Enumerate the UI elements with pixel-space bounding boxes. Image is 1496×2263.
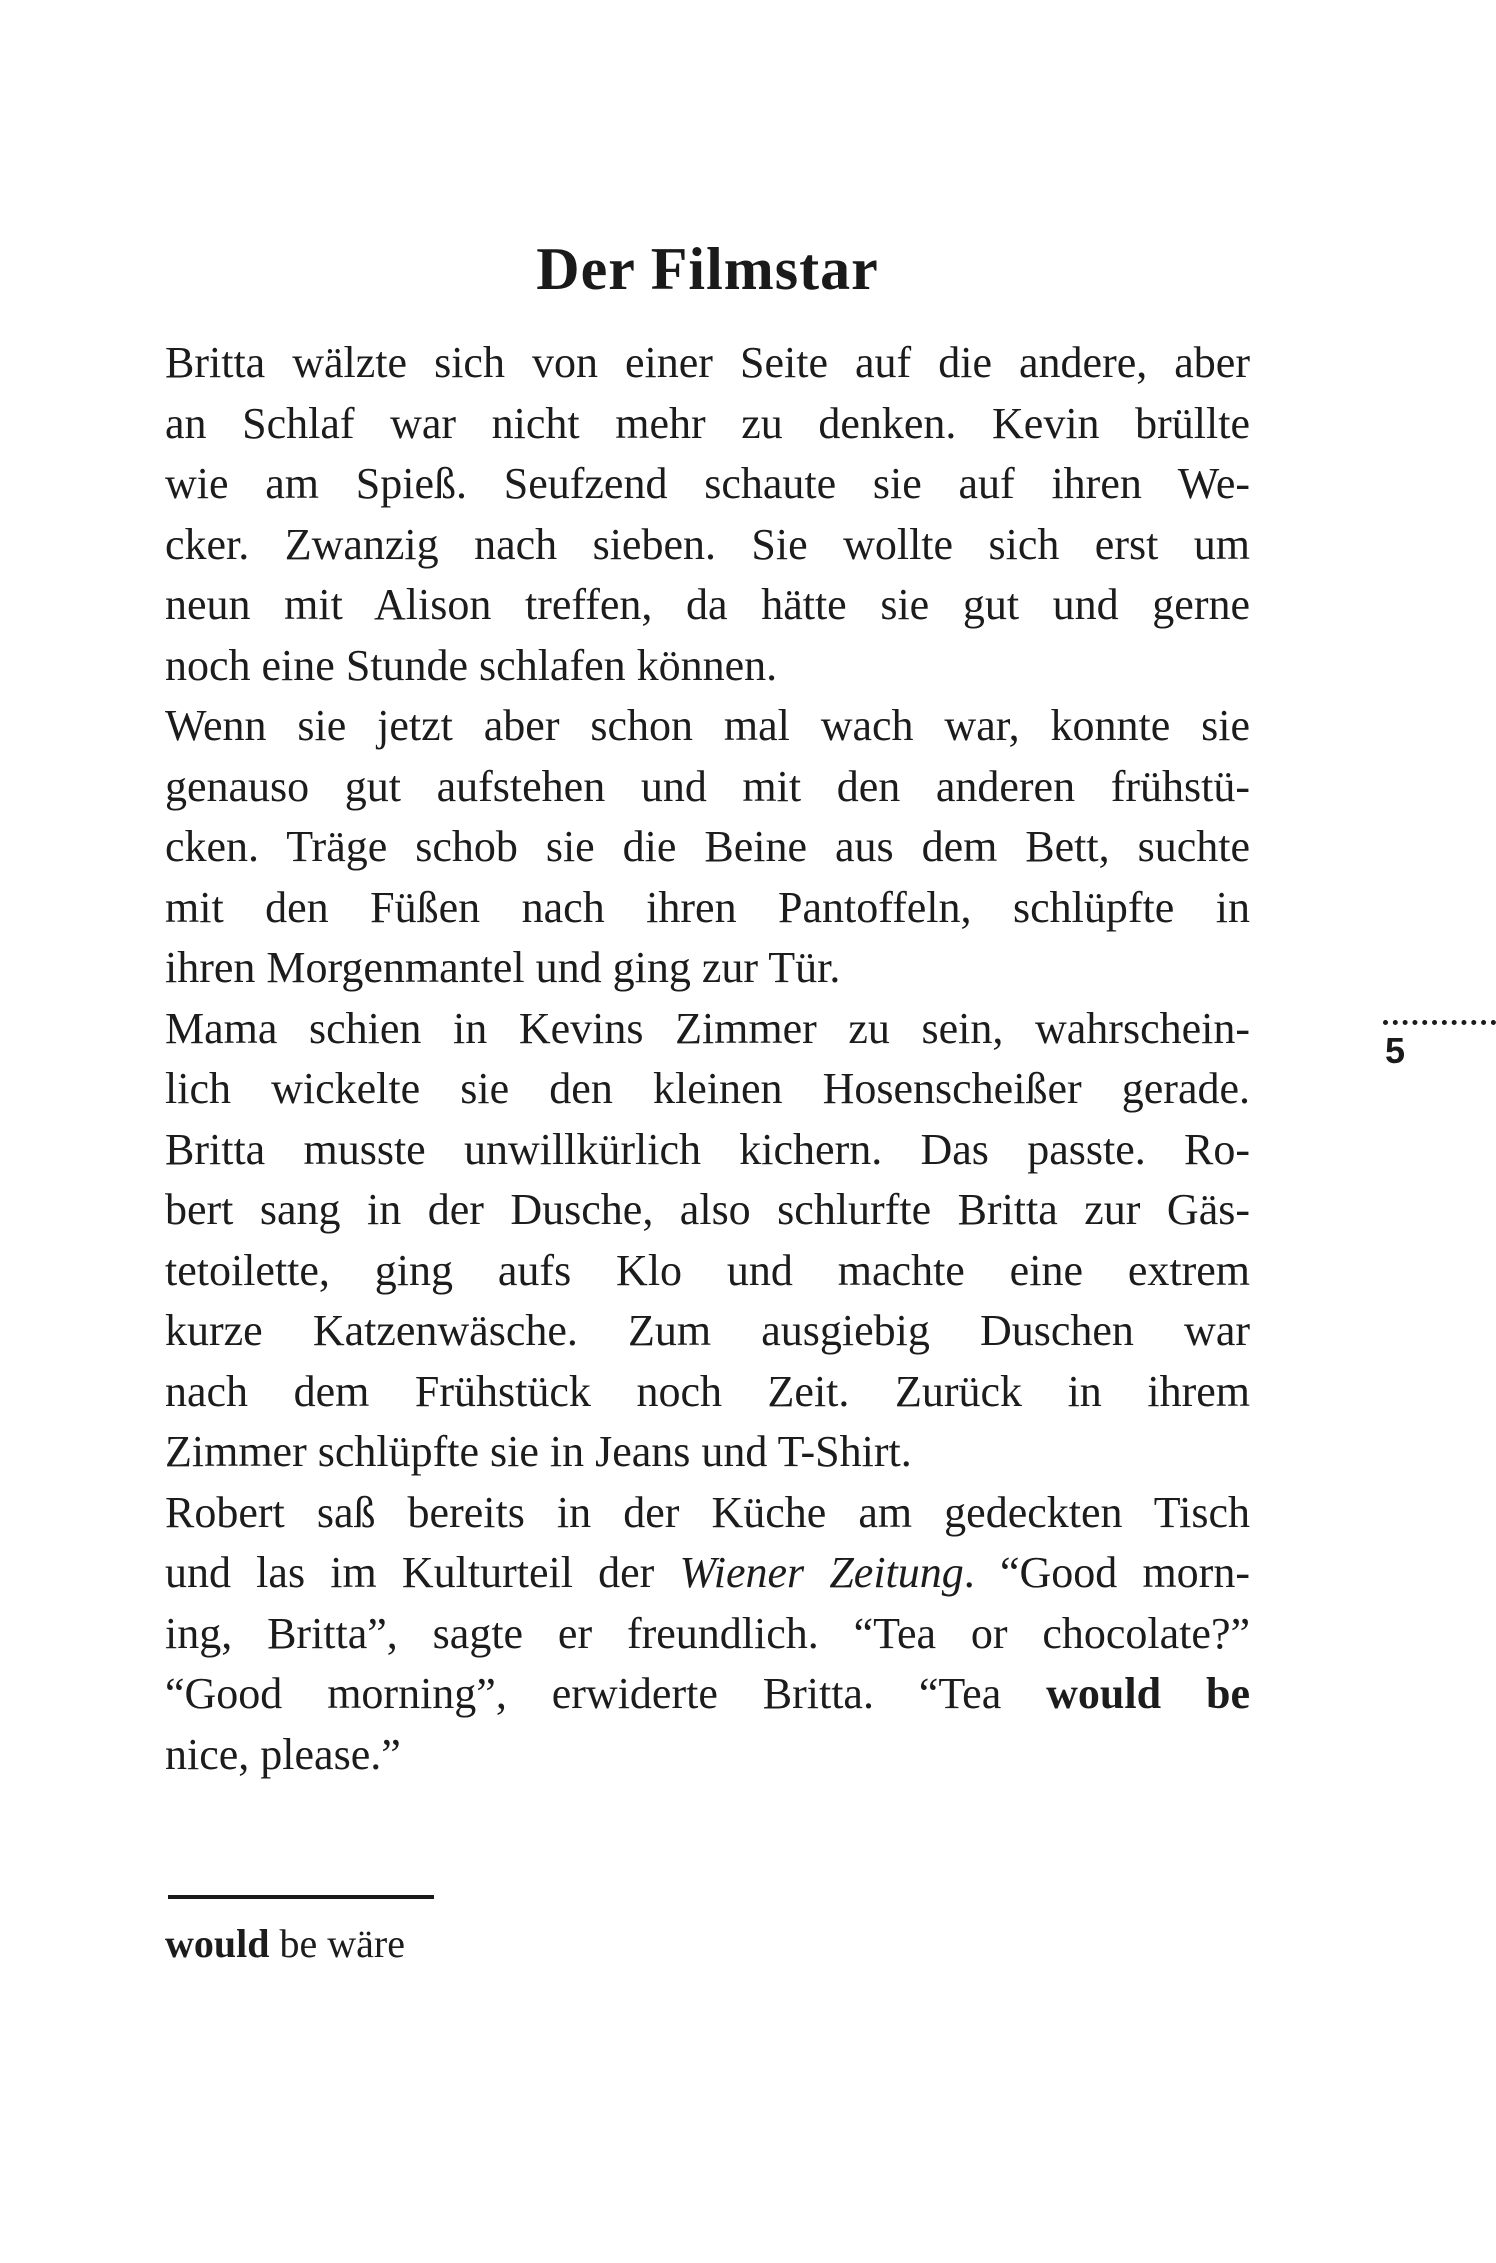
text-run: . “Good morn- (963, 1548, 1250, 1597)
footnote-rule (168, 1895, 434, 1899)
text-line: nice, please.” (165, 1729, 401, 1779)
text-line: Wenn sie jetzt aber schon mal wach war, konnte sie (165, 701, 1250, 750)
page-number-block (1383, 1020, 1496, 1069)
text-run: und las im Kulturteil der (165, 1548, 680, 1597)
text-line: an Schlaf war nicht mehr zu denken. Kevin brüllte (165, 398, 1250, 448)
footnote-term: would (165, 1921, 270, 1966)
bold-vocab-word: would be (1046, 1669, 1250, 1718)
text-line: noch eine Stunde schlafen können. (165, 640, 778, 690)
text-line: wie am Spieß. Seufzend schaute sie auf ihren We- (165, 459, 1250, 508)
footnote (165, 1920, 1250, 1968)
text-line: neun mit Alison treffen, da hätte sie gut und gerne (165, 580, 1250, 629)
text-line: kurze Katzenwäsche. Zum ausgiebig Duschen war (165, 1306, 1250, 1355)
text-line: lich wickelte sie den kleinen Hosenscheißer gerade. (165, 1064, 1250, 1113)
text-line: genauso gut aufstehen und mit den anderen frühstü- (165, 761, 1250, 811)
text-line: Britta wälzte sich von einer Seite auf die andere, aber (165, 338, 1250, 387)
text-line: tetoilette, ging aufs Klo und machte eine extrem (165, 1245, 1250, 1295)
text-line: Robert saß bereits in der Küche am gedeckten Tisch (165, 1487, 1250, 1537)
footnote-definition: be wäre (269, 1921, 405, 1966)
text-line: nach dem Frühstück noch Zeit. Zurück in ihrem (165, 1366, 1250, 1416)
text-line: ihren Morgenmantel und ging zur Tür. (165, 943, 841, 992)
text-line: mit den Füßen nach ihren Pantoffeln, schlüpfte in (165, 882, 1250, 932)
text-line: bert sang in der Dusche, also schlurfte Britta zur Gäs- (165, 1185, 1250, 1234)
text-line: Britta musste unwillkürlich kichern. Das passte. Ro- (165, 1124, 1250, 1174)
dotted-rule (1383, 1020, 1496, 1025)
text-line: Zimmer schlüpfte sie in Jeans und T-Shirt. (165, 1427, 912, 1476)
body-text (165, 333, 1250, 1785)
text-line: Mama schien in Kevins Zimmer zu sein, wahrschein- (165, 1003, 1250, 1053)
italic-book-title: Wiener Zeitung (679, 1548, 964, 1597)
page-number: 5 (1385, 1030, 1406, 1071)
text-line: ing, Britta”, sagte er freundlich. “Tea or chocolate?” (165, 1608, 1250, 1658)
text-line: cker. Zwanzig nach sieben. Sie wollte sich erst um (165, 519, 1250, 569)
chapter-title: Der Filmstar (536, 236, 879, 303)
text-line (165, 1543, 1250, 1604)
text-line (165, 1664, 1250, 1725)
text-line: cken. Träge schob sie die Beine aus dem Bett, suchte (165, 822, 1250, 871)
text-run: “Good morning”, erwiderte Britta. “Tea (165, 1669, 1047, 1718)
